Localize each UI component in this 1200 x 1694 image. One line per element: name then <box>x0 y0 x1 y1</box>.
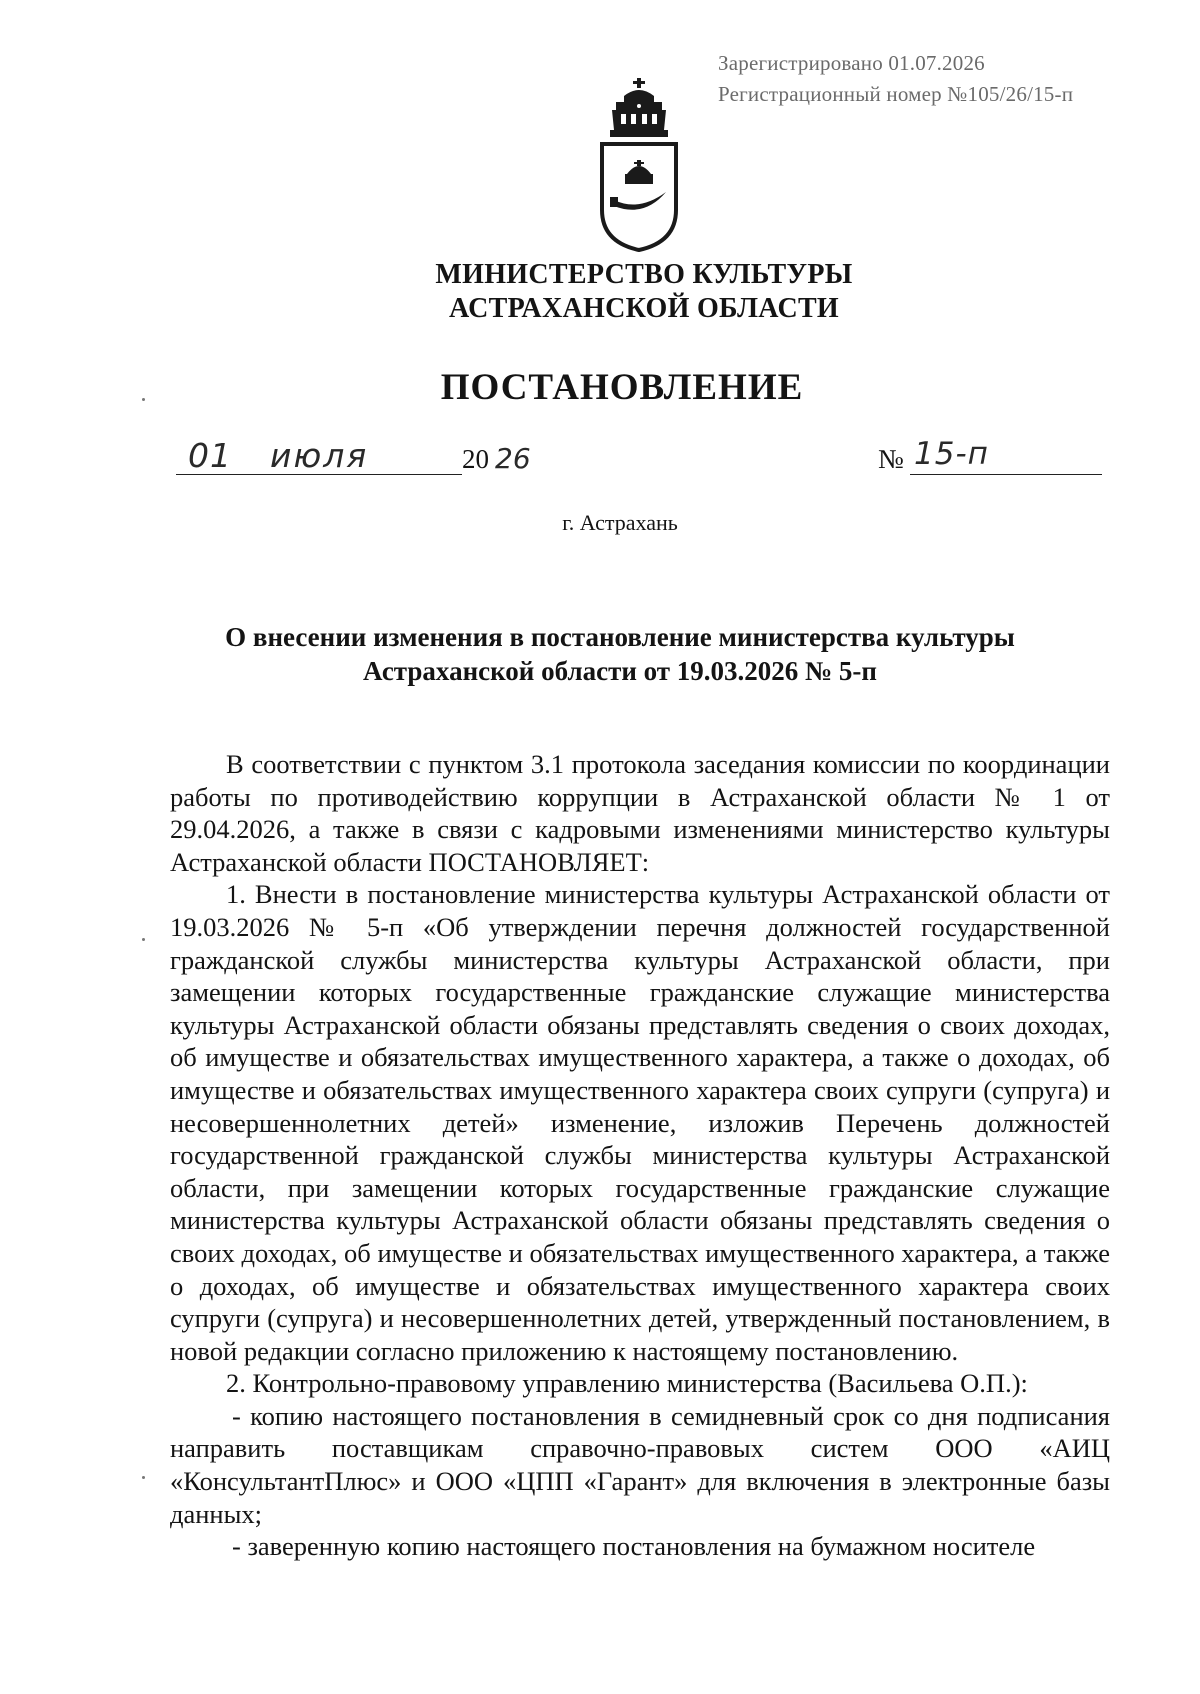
ministry-name <box>0 258 1200 326</box>
registration-number: Регистрационный номер №105/26/15-п <box>718 82 1074 106</box>
subject-line1: О внесении изменения в постановление министерства культуры <box>225 622 1015 652</box>
body-paragraph: 2. Контрольно-правовому управлению министерства (Васильева О.П.): <box>226 1368 1028 1399</box>
number-sign: № <box>878 444 904 474</box>
document-subject <box>0 620 1200 688</box>
date-year-century: 20 <box>462 444 489 474</box>
body-paragraph: В соответствии с пунктом 3.1 протокола заседания комиссии по координации работы по противодействию коррупции в Астраханской области № 1 от 29.04.2026, а также в связи с кадровыми изменениями министерство культуры Астраханской области ПОСТАНОВЛЯЕТ: <box>170 749 1110 877</box>
subject-line2: Астраханской области от 19.03.2026 № 5-п <box>363 656 877 686</box>
body-paragraph: - копию настоящего постановления в семидневный срок со дня подписания направить поставщикам справочно-правовых систем ООО «АИЦ «КонсультантПлюс» и ООО «ЦПП «Гарант» для включения в электронные базы данных; <box>170 1400 1110 1529</box>
document-number: 15-п <box>914 436 989 472</box>
scan-speck <box>142 398 145 401</box>
date-year-handwritten: 26 <box>495 442 531 475</box>
body-paragraph: - заверенную копию настоящего постановления на бумажном носителе <box>232 1531 1036 1562</box>
city: г. Астрахань <box>562 510 678 535</box>
registration-date: Зарегистрировано 01.07.2026 <box>718 51 985 75</box>
ministry-name-line1: МИНИСТЕРСТВО КУЛЬТУРЫ <box>435 259 853 290</box>
body-paragraph: 1. Внести в постановление министерства культуры Астраханской области от 19.03.2026 № 5-п «Об утверждении перечня должностей государственной гражданской службы министерства культуры Астраханской области, при замещении которых государственные гражданские служащие министерства культуры Астраханской области обязаны представлять сведения о своих доходах, об имуществе и обязательствах имущественного характера, а также о доходах, об имуществе и обязательствах имущественного характера своих супруги (супруга) и несовершеннолетних детей» изменение, изложив Перечень должностей государственной гражданской службы министерства культуры Астраханской области, при замещении которых государственные гражданские служащие министерства культуры Астраханской области обязаны представлять сведения о своих доходах, об имуществе и обязательствах имущественного характера, а также о доходах, об имуществе и обязательствах имущественного характера своих супруги (супруга) и несовершеннолетних детей, утвержденный постановлением, в новой редакции согласно приложению к настоящему постановлению. <box>170 879 1110 1366</box>
scan-speck <box>142 1476 145 1479</box>
document-body <box>170 748 1110 1563</box>
date-day: 01 <box>188 436 232 475</box>
registration-stamp <box>718 48 1073 110</box>
astrakhan-coat-of-arms-icon <box>594 78 684 254</box>
ministry-name-line2: АСТРАХАНСКОЙ ОБЛАСТИ <box>448 293 840 324</box>
scan-speck <box>142 938 145 941</box>
document-type-title: ПОСТАНОВЛЕНИЕ <box>440 367 804 408</box>
date-month: июля <box>270 436 369 475</box>
